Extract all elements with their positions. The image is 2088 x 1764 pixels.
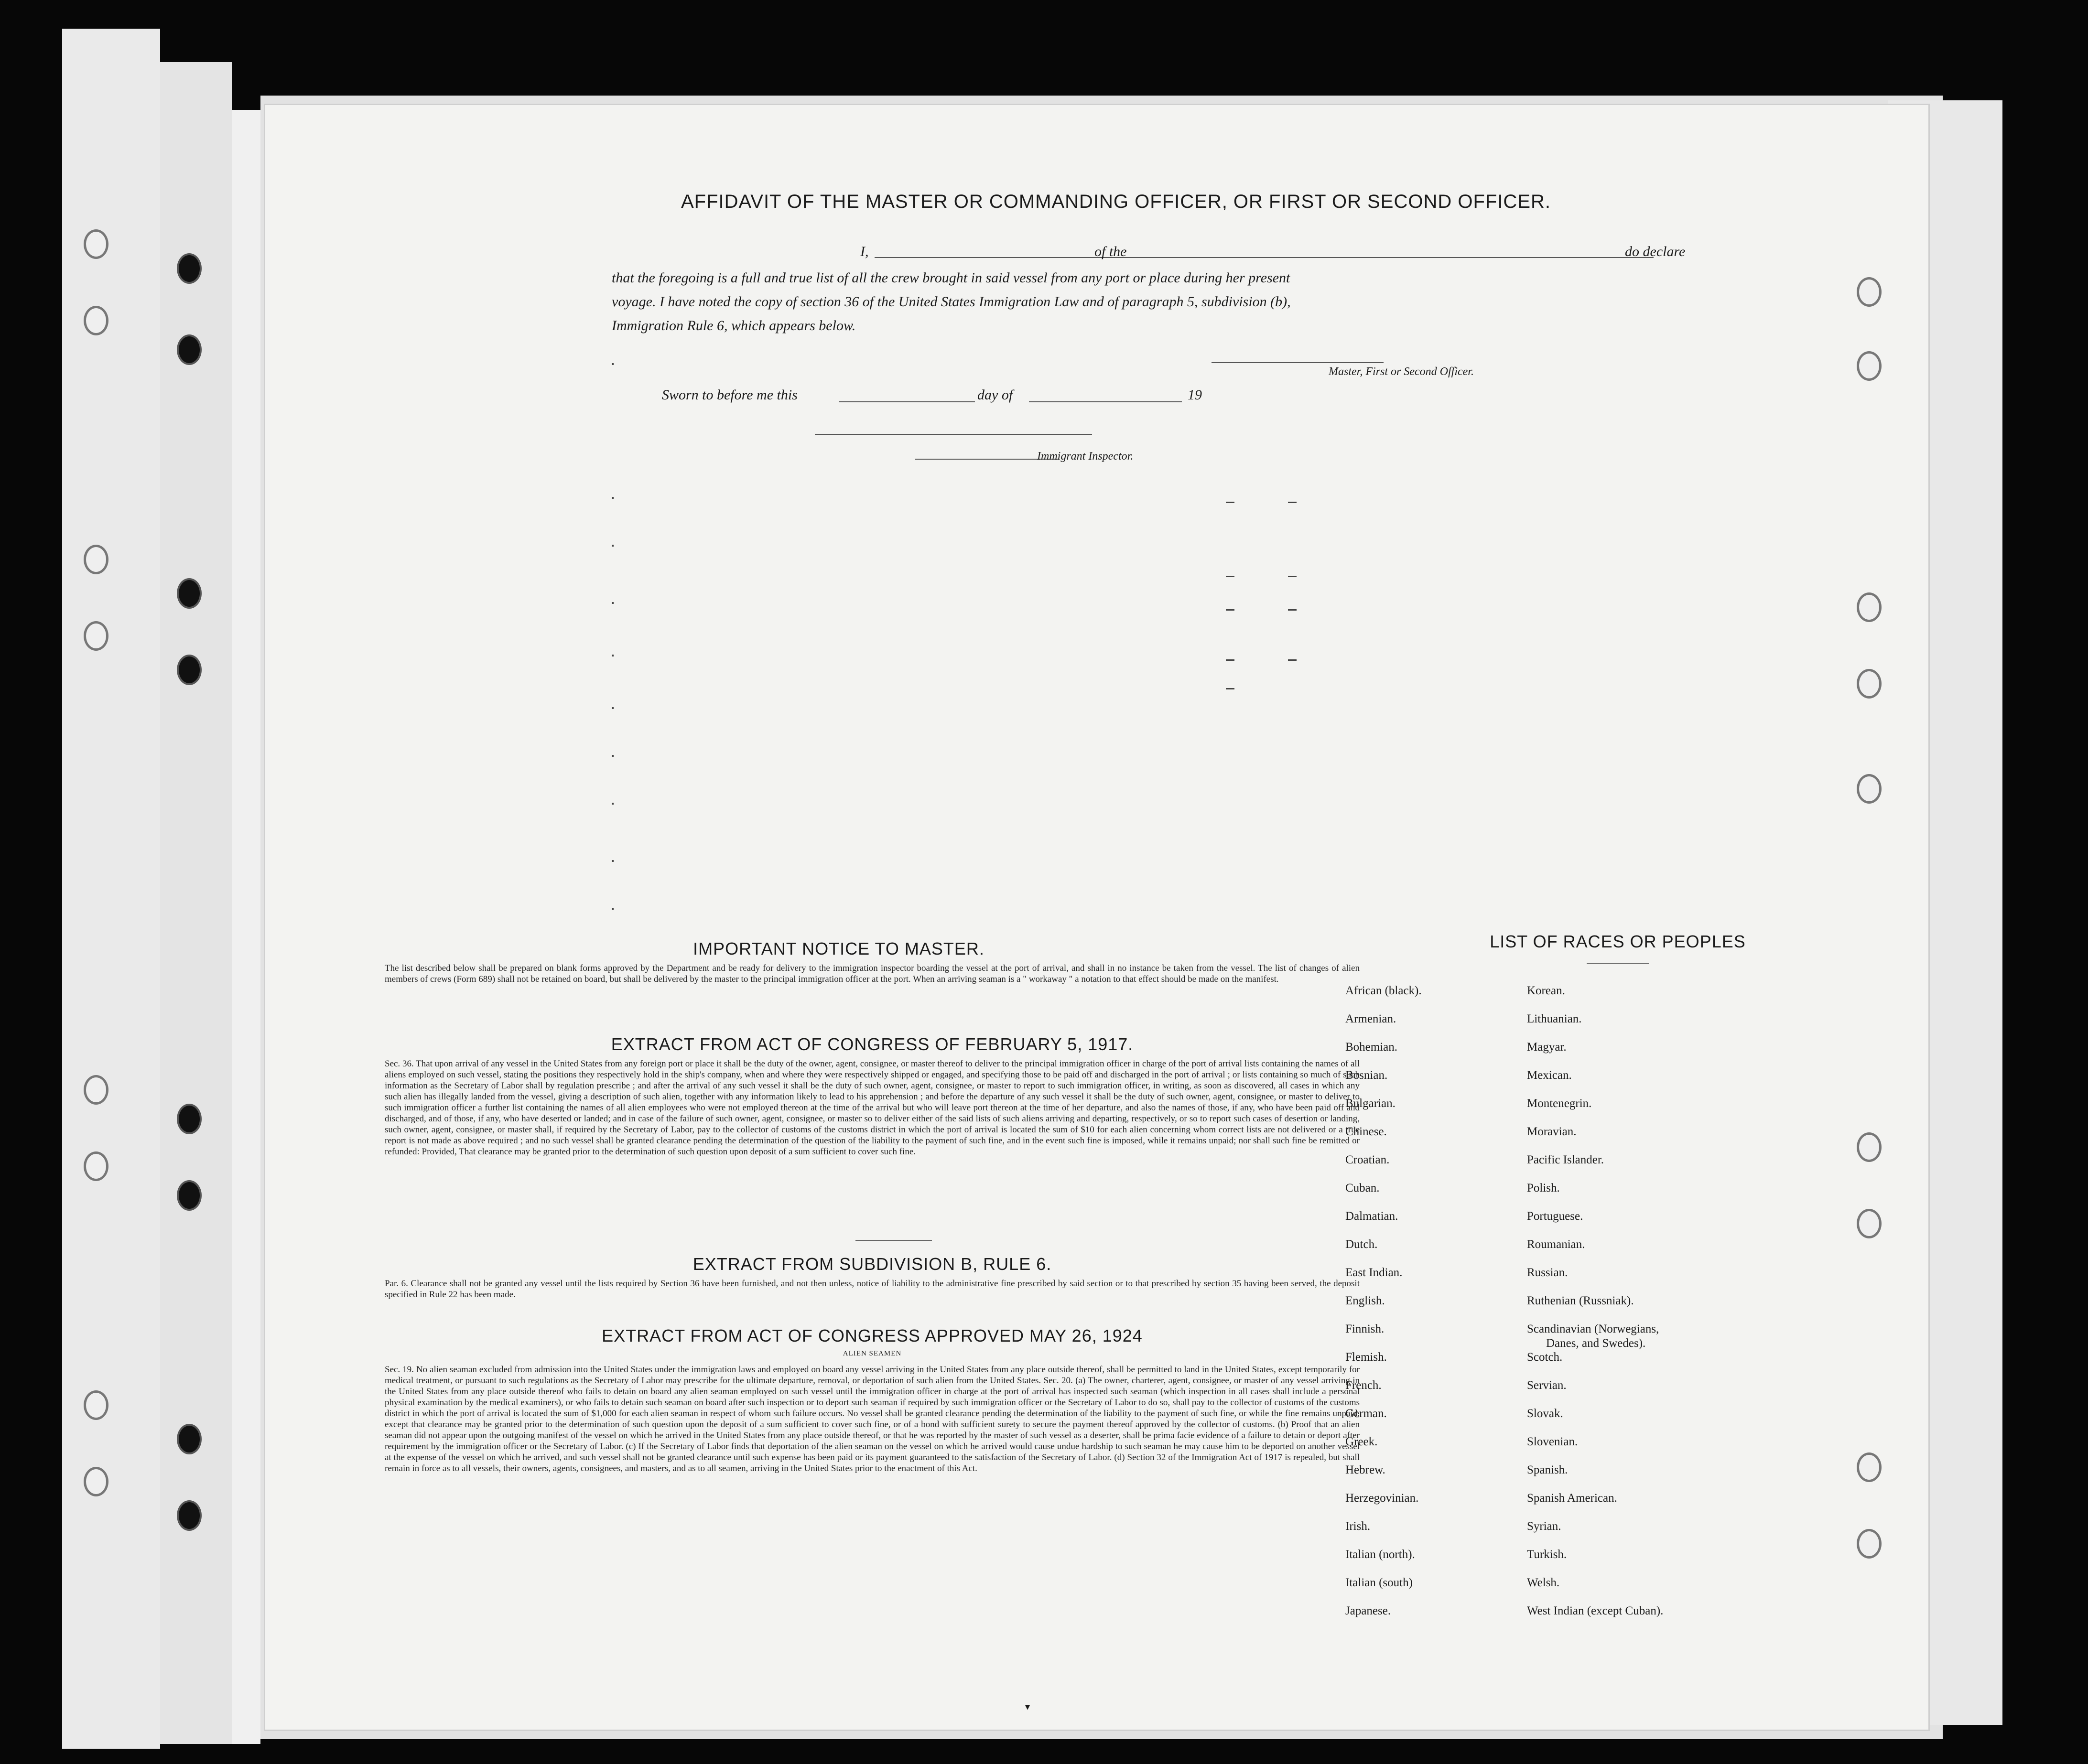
race-item: Armenian. [1345,1012,1396,1025]
race-item: Slovenian. [1527,1435,1578,1448]
binder-hole [177,578,202,609]
race-item: Spanish. [1527,1463,1568,1476]
race-item: Greek. [1345,1435,1378,1448]
race-item: Scandinavian (Norwegians, [1527,1323,1659,1335]
faint-mark [1226,609,1234,611]
race-item: Bulgarian. [1345,1097,1396,1110]
bottom-mark: ▾ [1025,1702,1030,1712]
race-item: Polish. [1527,1182,1560,1194]
race-item: West Indian (except Cuban). [1527,1604,1664,1617]
binder-hole [84,545,108,574]
race-item: Bosnian. [1345,1069,1388,1082]
races-title: LIST OF RACES OR PEOPLES [1490,932,1746,951]
race-item: Lithuanian. [1527,1012,1582,1025]
binder-hole [1857,774,1882,804]
inspector-signature-line[interactable] [815,434,1092,435]
inspector-caption: Immigrant Inspector. [1037,450,1134,463]
section-divider [855,1240,932,1241]
faint-mark [612,755,614,757]
notice-title: IMPORTANT NOTICE TO MASTER. [693,939,984,958]
race-item: Cuban. [1345,1182,1380,1194]
binder-hole [84,621,108,651]
sworn-day-line[interactable] [839,401,975,402]
faint-mark [612,908,614,910]
underlying-page-edge [160,62,232,1744]
race-item: Slovak. [1527,1407,1563,1420]
binder-hole [84,1467,108,1496]
race-item: Spanish American. [1527,1492,1617,1505]
document-sheet [265,105,1928,1730]
binder-hole [1857,1529,1882,1559]
race-item: Chinese. [1345,1125,1387,1138]
race-item: Finnish. [1345,1323,1385,1335]
notice-text: The list described below shall be prepared on blank forms approved by the Department and be ready for delivery to the immigration inspector boarding the vessel at the port of arrival, and shall in no instance be taken from the vessel. The list of changes of alien members of crews (Form 689) shall not be retained on board, but shall be delivered by the master to the principal immigration officer at the port. When an arriving seaman is a " workaway " a notation to that effect should be made on the manifest. [385,963,1360,984]
faint-mark [612,655,614,656]
race-item: Welsh. [1527,1576,1560,1589]
race-item: Portuguese. [1527,1210,1583,1223]
binder-hole [1857,592,1882,622]
race-item: Syrian. [1527,1520,1561,1533]
affidavit-line-3: Immigration Rule 6, which appears below. [612,318,856,333]
faint-mark [612,602,614,604]
faint-mark [612,497,614,499]
race-item: Croatian. [1345,1153,1390,1166]
binder-hole [84,229,108,259]
faint-mark [1288,502,1297,503]
binder-hole [177,1104,202,1134]
race-item: Magyar. [1527,1041,1567,1054]
faint-mark [612,363,614,365]
binder-hole [1857,277,1882,307]
vessel-name-line[interactable] [1147,257,1654,258]
race-item: Mexican. [1527,1069,1572,1082]
extract-1924-title: EXTRACT FROM ACT OF CONGRESS APPROVED MAY 26, 1924 [602,1326,1143,1345]
extract-1917-title: EXTRACT FROM ACT OF CONGRESS OF FEBRUARY 5, 1917. [611,1034,1134,1054]
binder-hole [177,1424,202,1454]
day-of-label: day of [977,387,1013,403]
race-item: Irish. [1345,1520,1371,1533]
binder-hole [84,1075,108,1105]
sworn-month-line[interactable] [1029,401,1182,402]
race-item: Hebrew. [1345,1463,1385,1476]
race-item: Scotch. [1527,1351,1563,1364]
sworn-label: Sworn to before me this [662,387,798,403]
faint-mark [1226,502,1234,503]
race-item: Korean. [1527,984,1565,997]
binder-hole [1857,351,1882,381]
binder-hole [1857,1209,1882,1238]
affidavit-do-declare: do declare [1625,244,1686,259]
binder-hole [177,655,202,685]
race-item: Japanese. [1345,1604,1391,1617]
race-item: Flemish. [1345,1351,1387,1364]
binder-hole [1857,669,1882,699]
year-label: 19 [1188,387,1202,403]
races-title-rule [1587,963,1649,964]
race-item: Italian (south) [1345,1576,1413,1589]
binder-hole [1857,1132,1882,1162]
binder-hole [84,1390,108,1420]
faint-mark [1226,576,1234,577]
race-item: Danes, and Swedes). [1546,1337,1646,1350]
race-item: Pacific Islander. [1527,1153,1604,1166]
binder-hole [177,253,202,284]
race-item: African (black). [1345,984,1422,997]
race-item: Herzegovinian. [1345,1492,1419,1505]
extract-1924-text: Sec. 19. No alien seaman excluded from admission into the United States under the immigration laws and employed on board any vessel arriving in the United States from any place outside thereof, shall be permitted to land in the United States, except temporarily for medical treatment, or pursuant to such regulations as the Secretary of Labor may prescribe for the ultimate departure, removal, or deportation of such alien from the United States. Sec. 20. (a) The owner, charterer, agent, consignee, or master of any vessel arriving in the United States from any place outside thereof who fails to detain on board any alien seaman employed on such vessel until the immigration officer in charge at the port of arrival has inspected such seaman (which inspection in all cases shall include a personal physical examination by the medical examiners), or who fails to detain such seaman on board after such inspection or to deport such seaman if required by such immigration officer or the Secretary of Labor to do so, shall pay to the collector of customs of the customs district in which the port of arrival is located the sum of $1,000 for each alien seaman in respect of whom such failure occurs. No vessel shall be granted clearance pending the determination of the liability to the payment of such fine, or while the fine remains unpaid, except that clearance may be granted prior to the determination of such question upon the deposit of a sum sufficient to cover such fine, or of a bond with sufficient surety to secure the payment thereof approved by the collector of customs. (b) Proof that an alien seaman did not appear upon the outgoing manifest of the vessel on which he arrived in the United States from any place outside thereof, or that he was reported by the master of such vessel as a deserter, shall be prima facie evidence of a failure to detain or deport after requirement by the immigration officer or the Secretary of Labor. (c) If the Secretary of Labor finds that deportation of the alien seaman on the vessel on which he arrived would cause undue hardship to such seaman he may cause him to be deported on another vessel at the expense of the vessel on which he arrived, and such vessel shall not be granted clearance until such expense has been paid or its payment guaranteed to the satisfaction of the Secretary of Labor. (d) Section 32 of the Immigration Act of 1917 is repealed, but shall remain in force as to all vessels, their owners, agents, consignees, and masters, and as to all seamen, arriving in the United States prior to the enactment of this Act. [385,1365,1360,1474]
race-item: English. [1345,1294,1385,1307]
affidavit-i-label: I, [860,244,869,259]
binder-edge [62,29,160,1749]
binder-hole [84,1151,108,1181]
faint-mark [1226,659,1234,661]
race-item: Dalmatian. [1345,1210,1398,1223]
master-signature-line[interactable] [1212,362,1384,363]
extract-rule6-title: EXTRACT FROM SUBDIVISION B, RULE 6. [692,1254,1052,1274]
extract-1924-subtitle: ALIEN SEAMEN [843,1350,902,1357]
affidavit-title: AFFIDAVIT OF THE MASTER OR COMMANDING OFFICER, OR FIRST OR SECOND OFFICER. [681,191,1551,212]
race-item: French. [1345,1379,1382,1392]
binder-hole [177,334,202,365]
race-item: Turkish. [1527,1548,1567,1561]
faint-mark [1288,576,1297,577]
faint-mark [1226,688,1234,689]
faint-mark [612,707,614,709]
affidavit-of-the: of the [1094,244,1127,259]
binder-hole [1857,1452,1882,1482]
affidavit-line-1: that the foregoing is a full and true list of all the crew brought in said vessel from any port or place during her present [612,270,1290,286]
race-item: Dutch. [1345,1238,1378,1251]
master-signature-caption: Master, First or Second Officer. [1329,366,1474,378]
race-item: Italian (north). [1345,1548,1415,1561]
faint-mark [612,860,614,862]
race-item: Bohemian. [1345,1041,1398,1054]
binder-hole [177,1500,202,1531]
race-item: Ruthenian (Russniak). [1527,1294,1634,1307]
extract-rule6-text: Par. 6. Clearance shall not be granted any vessel until the lists required by Section 36 have been furnished, and not then unless, notice of liability to the administrative fine prescribed by said section or to that prescribed by section 35 having been served, the deposit specified in Rule 22 has been made. [385,1279,1360,1300]
race-item: Roumanian. [1527,1238,1585,1251]
race-item: Russian. [1527,1266,1568,1279]
race-item: Moravian. [1527,1125,1577,1138]
faint-mark [612,803,614,805]
extract-1917-text: Sec. 36. That upon arrival of any vessel in the United States from any foreign port or place it shall be the duty of the owner, agent, consignee, or master thereof to deliver to the principal immigration officer in charge of the port of arrival lists containing the names of all aliens employed on such vessel, stating the positions they respectively hold in the ship's company, when and where they were respectively shipped or engaged, and specifying those to be paid off and discharged in the port of arrival ; or lists containing so much of such information as the Secretary of Labor shall by regulation prescribe ; and after the arrival of any such vessel it shall be the duty of such owner, agent, consignee, or master to report to such immigration officer, in writing, as soon as discovered, all cases in which any such alien has illegally landed from the vessel, giving a description of such alien, together with any information likely to lead to his apprehension ; and before the departure of any such vessel it shall be the duty of such owner, agent, consignee, or master to deliver to such immigration officer a further list containing the names of all alien employees who were not employed thereon at the time of the arrival but who will leave port thereon at the time of her departure, and also the names of those, if any, who have been paid off and discharged, and of those, if any, who have deserted or landed; and in case of the failure of such owner, agent, consignee, or master so to deliver either of the said lists of such aliens arriving and departing, respectively, or so to report such cases of desertion or landing, such owner, agent, consignee, or master shall, if required by the Secretary of Labor, pay to the collector of customs of the customs district in which the port of arrival is located the sum of $10 for each alien concerning whom correct lists are not delivered or a true report is not made as above required ; and no such vessel shall be granted clearance pending the determination of the question of the liability to the payment of such fine, and in the event such fine is imposed, while it remains unpaid; nor shall such fine be remitted or refunded: Provided, That clearance may be granted prior to the determination of such question upon deposit of a sum sufficient to cover such fine. [385,1059,1360,1157]
binder-hole [84,306,108,335]
race-item: East Indian. [1345,1266,1403,1279]
faint-mark [612,545,614,547]
race-item: German. [1345,1407,1387,1420]
race-item: Montenegrin. [1527,1097,1592,1110]
faint-mark [1288,659,1297,661]
underlying-page-edge [232,110,260,1744]
affidavit-line-2: voyage. I have noted the copy of section 36 of the United States Immigration Law and of paragraph 5, subdivision (b), [612,294,1291,310]
binder-hole [177,1180,202,1211]
faint-mark [1288,609,1297,611]
race-item: Servian. [1527,1379,1567,1392]
